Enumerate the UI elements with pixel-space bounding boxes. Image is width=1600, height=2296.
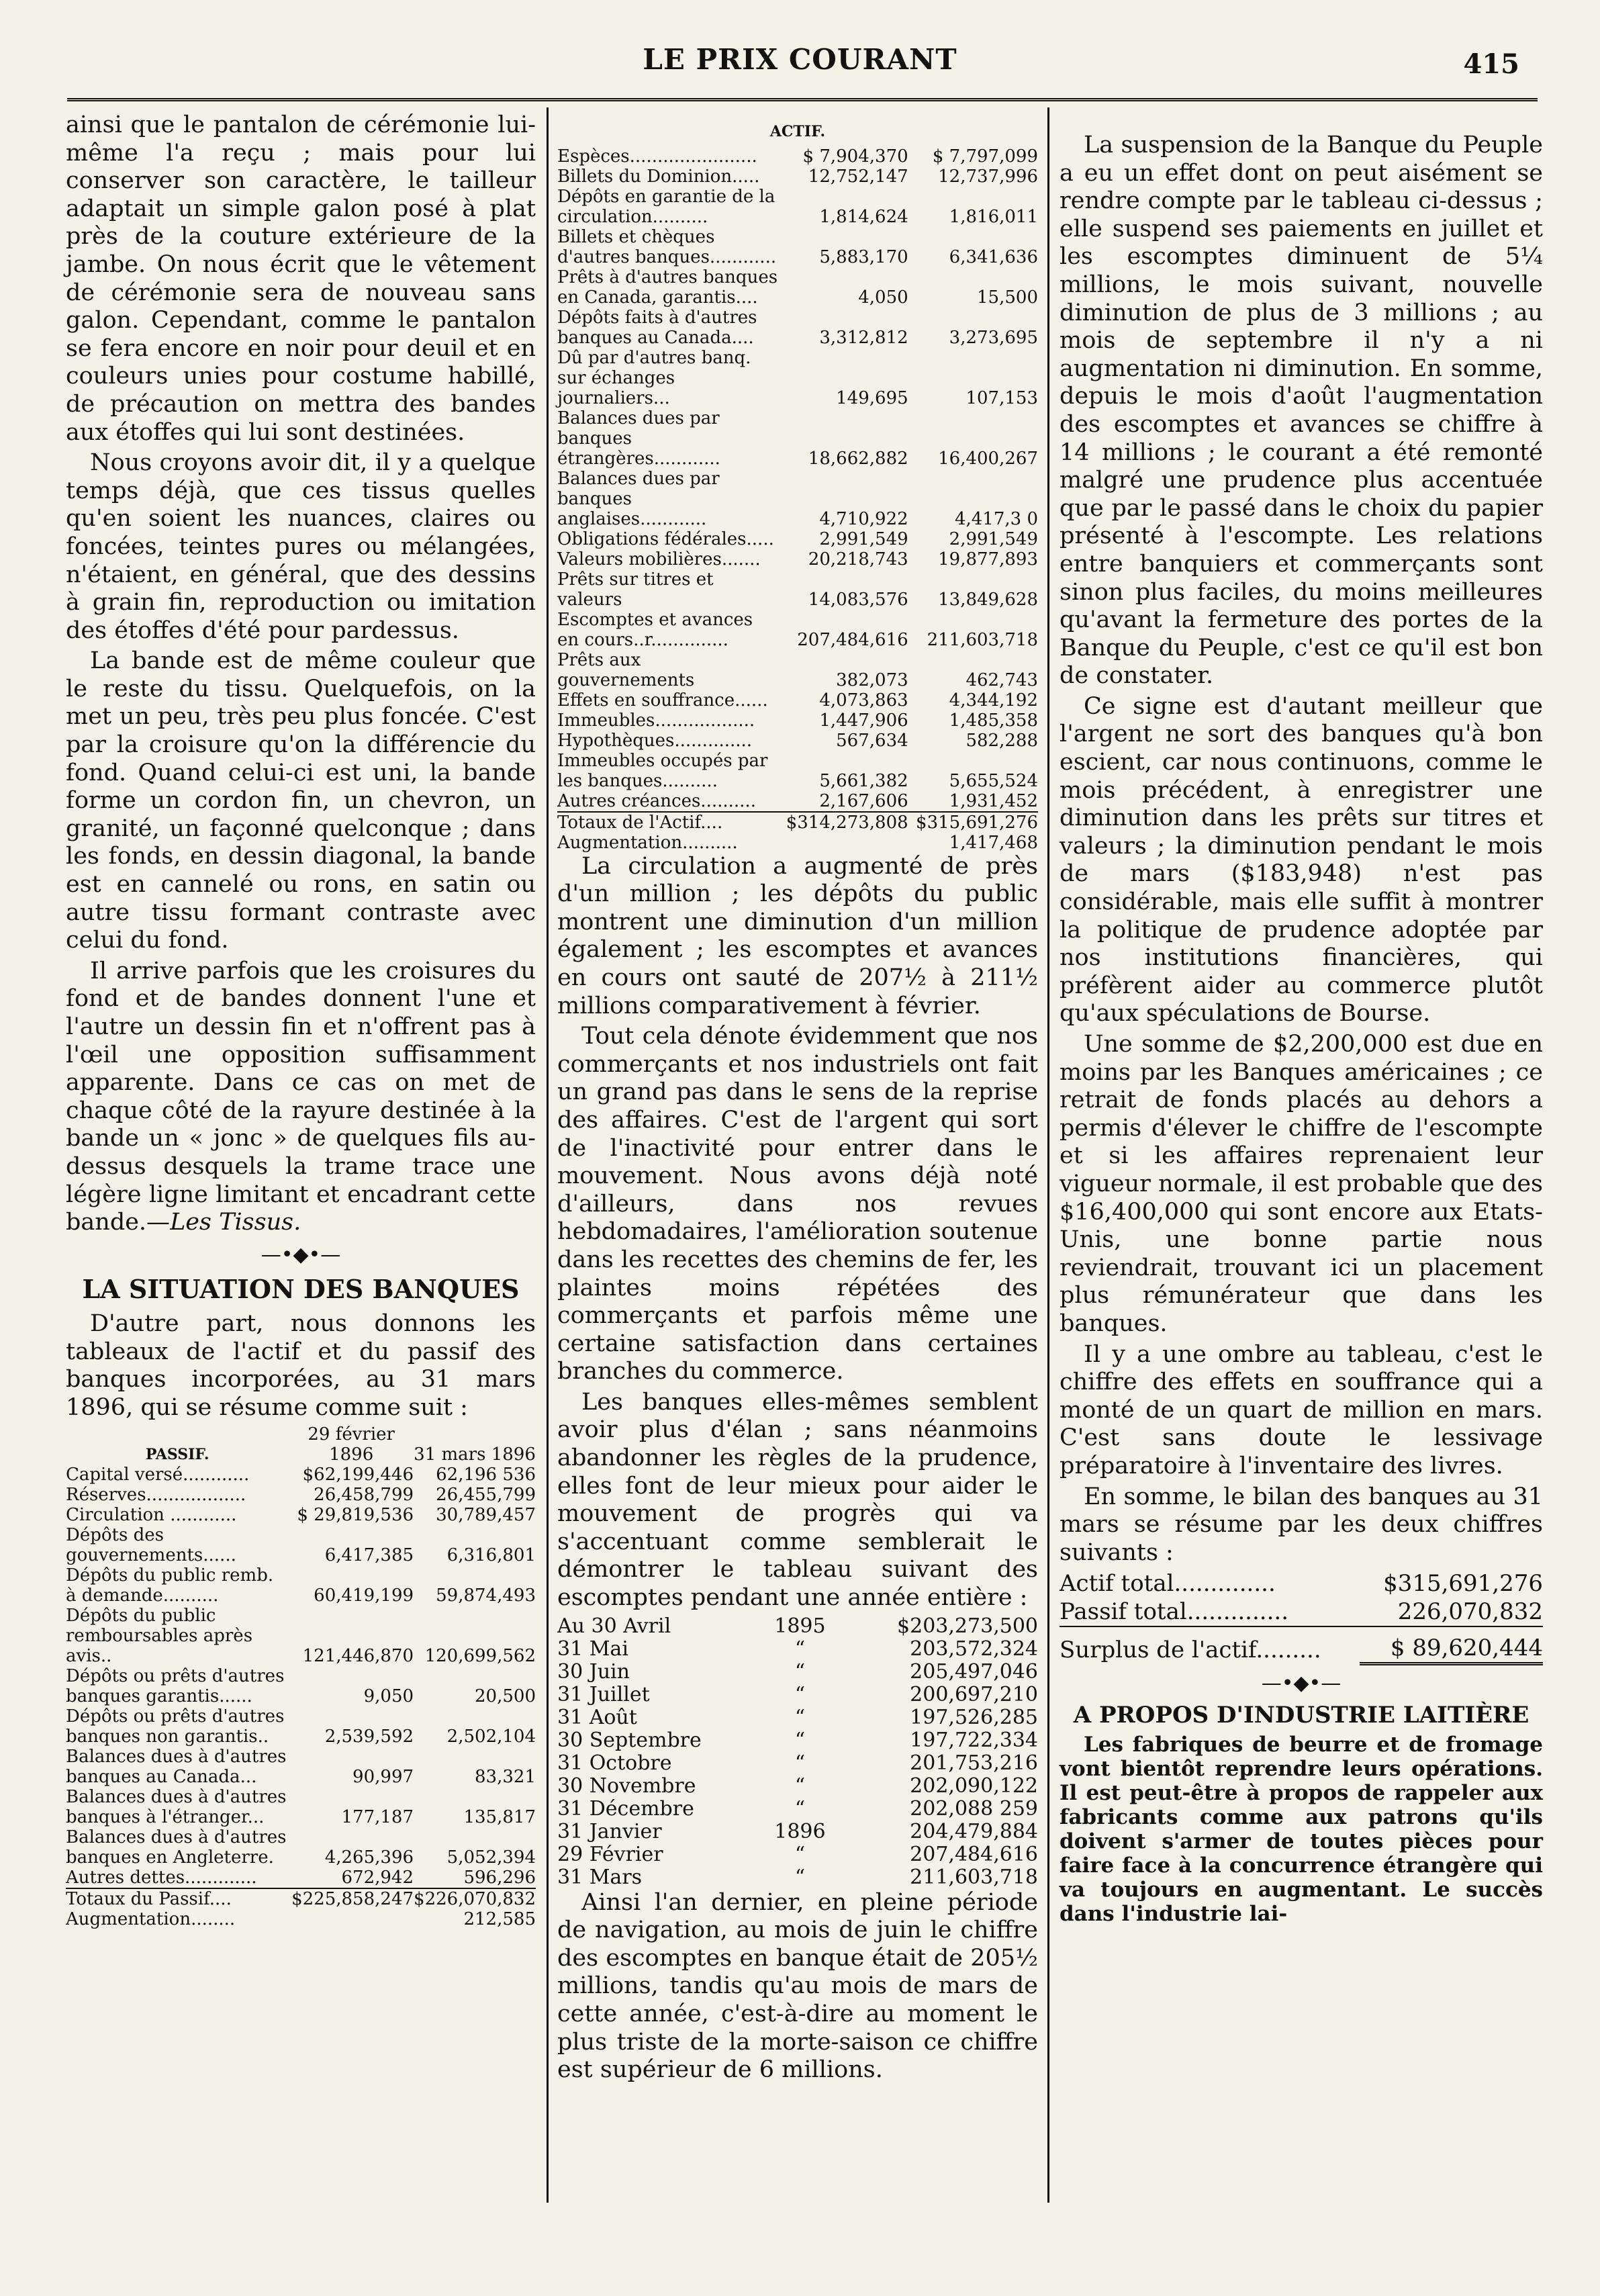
table-row bbox=[66, 1525, 536, 1565]
table-cell: $ 89,620,444 bbox=[1360, 1626, 1543, 1664]
table-cell: 20,500 bbox=[475, 1686, 536, 1707]
table-row bbox=[557, 1843, 1038, 1866]
table-cell: 226,070,832 bbox=[1397, 1598, 1543, 1626]
table-cell: 31 Mars bbox=[557, 1865, 643, 1889]
table-row bbox=[557, 690, 1038, 710]
table-cell: Surplus de l'actif......... bbox=[1060, 1636, 1321, 1663]
table-row bbox=[557, 187, 1038, 227]
table-row bbox=[557, 167, 1038, 187]
table-cell: Dû par d'autres banq. sur échanges journaliers... bbox=[557, 347, 751, 408]
paragraph: La suspension de la Banque du Peuple a eu un effet dont on peut aisément se rendre compte par le tableau ci-dessus ; elle suspend ses paiements en juillet et les escomptes diminuent de 5¼ millions, le mois suivant, nouvelle diminution de plus de 3 millions ; au mois de septembre il n'y a ni augmentation ni diminution. En somme, depuis le mois d'août l'augmentation des escomptes et avances se chiffre à 14 millions ; le courant a été remonté malgré une prudence plus accentuée que par le passé dans le choix du papier présenté à l'escompte. Les relations entre banquiers et commerçants sont sinon plus faciles, du moins meilleures qu'avant la fermeture des portes de la Banque du Peuple, c'est ce qu'il est bon de constater. bbox=[1060, 132, 1543, 690]
table-cell: $ 7,797,099 bbox=[932, 146, 1038, 167]
ornament-divider: —•◆•— bbox=[261, 1242, 341, 1267]
table-cell: 14,083,576 bbox=[808, 589, 908, 610]
table-row bbox=[66, 1787, 536, 1827]
table-cell: 30 Septembre bbox=[557, 1728, 702, 1752]
table-cell: 197,526,285 bbox=[910, 1705, 1038, 1729]
table-cell: Balances dues par banques anglaises............ bbox=[557, 468, 720, 529]
table-cell: 1895 bbox=[774, 1614, 826, 1638]
passif-table bbox=[66, 1424, 536, 1929]
table-row bbox=[1060, 1598, 1543, 1626]
table-row bbox=[66, 1666, 536, 1706]
table-cell: Billets du Dominion..... bbox=[557, 166, 760, 187]
table-cell: Augmentation........ bbox=[66, 1909, 236, 1930]
table-row bbox=[66, 1485, 536, 1505]
table-cell: 4,344,192 bbox=[949, 690, 1038, 710]
table-cell: “ bbox=[794, 1751, 806, 1775]
column-1 bbox=[66, 111, 536, 1929]
table-row bbox=[557, 549, 1038, 569]
table-cell: 2,167,606 bbox=[819, 790, 908, 811]
table-cell: Espèces....................... bbox=[557, 146, 757, 167]
table-cell: $62,199,446 bbox=[302, 1465, 414, 1485]
table-cell: 3,273,695 bbox=[949, 327, 1038, 348]
table-cell: 31 Mai bbox=[557, 1637, 628, 1661]
table-cell: Balances dues à d'autres banques à l'étranger... bbox=[66, 1787, 287, 1828]
table-row bbox=[557, 650, 1038, 690]
paragraph bbox=[66, 958, 536, 1237]
table-cell: 203,572,324 bbox=[910, 1637, 1038, 1661]
table-row bbox=[557, 146, 1038, 167]
table-cell: Circulation ............ bbox=[66, 1505, 237, 1526]
table-row bbox=[557, 751, 1038, 791]
table-cell: 211,603,718 bbox=[910, 1865, 1038, 1889]
table-cell: Dépôts des gouvernements...... bbox=[66, 1525, 236, 1566]
table-cell: 121,446,870 bbox=[302, 1646, 414, 1667]
table-cell: 30,789,457 bbox=[436, 1505, 536, 1526]
table-row bbox=[66, 1909, 536, 1929]
paragraph: Les fabriques de beurre et de fromage vont bientôt reprendre leurs opérations. Il est peut-être à propos de rappeler aux fabricants comme aux patrons qu'ils doivent s'armer de toutes pièces pour faire face à la concurrence étrangère qui va toujours en augmentant. Le succès dans l'industrie lai- bbox=[1060, 1732, 1543, 1926]
table-cell: $315,691,276 bbox=[916, 812, 1038, 833]
table-cell: 2,991,549 bbox=[819, 529, 908, 549]
table-cell: Totaux du Passif.... bbox=[66, 1889, 232, 1910]
table-cell: “ bbox=[794, 1865, 806, 1889]
table-cell: 16,400,267 bbox=[938, 448, 1038, 469]
header-rule bbox=[67, 98, 1538, 101]
paragraph: Les banques elles-mêmes semblent avoir plus d'élan ; sans néanmoins abandonner les règles de la prudence, elles font de leur mieux pour aider le mouvement de progrès qui va s'accentuant comme semblerait le démontrer le tableau suivant des escomptes pendant une année entière : bbox=[557, 1388, 1038, 1612]
table-cell: 12,737,996 bbox=[938, 166, 1038, 187]
table-row bbox=[557, 1661, 1038, 1684]
table-cell: 15,500 bbox=[977, 287, 1038, 308]
table-cell: 382,073 bbox=[836, 670, 908, 690]
table-row bbox=[66, 1606, 536, 1666]
table-cell: Dépôts du public remboursables après avis.. bbox=[66, 1606, 253, 1667]
paragraph: Ainsi l'an dernier, en pleine période de navigation, au mois de juin le chiffre des escomptes en banque était de 205½ millions, tandis qu'au mois de mars de cette année, c'est-à-dire au moment le plus triste de la morte-saison ce chiffre est supérieur de 6 millions. bbox=[557, 1888, 1038, 2084]
table-cell: 60,419,199 bbox=[314, 1586, 414, 1606]
table-row bbox=[557, 1638, 1038, 1661]
paragraph: Une somme de $2,200,000 est due en moins par les Banques américaines ; ce retrait de fonds placés au dehors a permis d'élever le chiffre de l'escompte et si les affaires reprenaient leur vigueur normale, il est probable que des $16,400,000 qui sont encore aux Etats-Unis, une bonne partie nous reviendrait, trouvant ici un placement plus rémunérateur que dans les banques. bbox=[1060, 1031, 1543, 1337]
paragraph: Ce signe est d'autant meilleur que l'argent ne sort des banques qu'à bon escient, car nous continuons, comme le mois précédent, à enregistrer une diminution dans les prêts sur titres et valeurs ; la diminution pendant le mois de mars ($183,948) n'est pas considérable, mais elle suffit à montrer la politique de prudence adoptée par nos institutions financières, qui préfèrent aider au commerce plutôt qu'aux spéculations de Bourse. bbox=[1060, 692, 1543, 1027]
table-cell: 135,817 bbox=[463, 1807, 536, 1828]
table-cell: 202,088 259 bbox=[910, 1796, 1038, 1821]
table-cell: 12,752,147 bbox=[808, 166, 908, 187]
table-cell: Hypothèques.............. bbox=[557, 730, 753, 751]
table-cell: 462,743 bbox=[966, 670, 1038, 690]
table-row bbox=[66, 1505, 536, 1525]
actif-table bbox=[557, 146, 1038, 853]
column-divider-1 bbox=[547, 107, 549, 2203]
table-cell: Immeubles occupés par les banques.......... bbox=[557, 750, 768, 791]
escomptes-table bbox=[557, 1615, 1038, 1889]
table-cell: Balances dues à d'autres banques en Angleterre. bbox=[66, 1827, 287, 1868]
table-cell: 2,502,104 bbox=[446, 1727, 536, 1747]
table-cell: 26,455,799 bbox=[436, 1485, 536, 1506]
table-cell: 30 Juin bbox=[557, 1659, 630, 1684]
table-cell: 197,722,334 bbox=[910, 1728, 1038, 1752]
table-row bbox=[66, 1868, 536, 1888]
table-cell bbox=[778, 833, 908, 853]
table-cell: 596,296 bbox=[463, 1868, 536, 1888]
table-cell: Dépôts ou prêts d'autres banques garantis...... bbox=[66, 1666, 285, 1707]
table-row bbox=[557, 1821, 1038, 1843]
table-cell: 204,479,884 bbox=[910, 1819, 1038, 1843]
table-cell: $203,273,500 bbox=[897, 1614, 1038, 1638]
table-cell: 30 Novembre bbox=[557, 1774, 696, 1798]
table-row bbox=[557, 833, 1038, 853]
table-cell: 1,417,468 bbox=[949, 832, 1038, 853]
table-cell: 1,447,906 bbox=[819, 710, 908, 731]
table-cell: 29 Février bbox=[557, 1842, 663, 1866]
section-title: LA SITUATION DES BANQUES bbox=[82, 1274, 520, 1305]
table-cell: “ bbox=[794, 1705, 806, 1729]
table-cell: “ bbox=[794, 1728, 806, 1752]
table-cell: 177,187 bbox=[341, 1807, 414, 1828]
table-cell: 1,931,452 bbox=[949, 790, 1038, 811]
table-cell: Escomptes et avances en cours..r.............. bbox=[557, 609, 753, 650]
source-credit: Les Tissus. bbox=[170, 1209, 301, 1236]
table-row bbox=[557, 227, 1038, 267]
table-row bbox=[557, 308, 1038, 348]
page-number: 415 bbox=[1463, 48, 1519, 80]
page-header-title: LE PRIX COURANT bbox=[643, 43, 957, 76]
table-header: PASSIF. bbox=[145, 1446, 209, 1464]
table-cell: Augmentation.......... bbox=[557, 832, 738, 853]
table-cell: $314,273,808 bbox=[786, 812, 908, 833]
table-row bbox=[66, 1747, 536, 1787]
table-cell: 1,814,624 bbox=[819, 206, 908, 227]
table-cell: 2,539,592 bbox=[324, 1727, 414, 1747]
table-cell: 26,458,799 bbox=[314, 1485, 414, 1506]
column-2 bbox=[557, 118, 1038, 2087]
table-cell: 672,942 bbox=[341, 1868, 414, 1888]
table-cell: “ bbox=[794, 1682, 806, 1706]
paragraph: Nous croyons avoir dit, il y a quelque temps déjà, que ces tissus quelles qu'en soient les nuances, claires ou foncées, teintes pures ou mélangées, n'étaient, en général, que des dessins à grain fin, reproduction ou imitation des étoffes d'été pour pardessus. bbox=[66, 449, 536, 644]
table-cell: Actif total.............. bbox=[1060, 1570, 1276, 1598]
table-total-row bbox=[557, 812, 1038, 833]
table-cell: 83,321 bbox=[475, 1767, 536, 1788]
paragraph: La circulation a augmenté de près d'un million ; les dépôts du public montrent une diminution d'un million également ; les escomptes et avances en cours ont sauté de 207½ à 211½ millions comparativement à février. bbox=[557, 852, 1038, 1019]
table-cell: 31 Août bbox=[557, 1705, 637, 1729]
table-cell: 9,050 bbox=[363, 1686, 414, 1707]
table-cell: $315,691,276 bbox=[1383, 1570, 1543, 1598]
table-cell: 5,052,394 bbox=[446, 1847, 536, 1868]
table-cell: Capital versé............ bbox=[66, 1465, 250, 1485]
table-row bbox=[557, 791, 1038, 812]
paragraph: Tout cela dénote évidemment que nos commerçants et nos industriels ont fait un grand pas dans le sens de la reprise des affaires. C'est de l'argent qui sort de l'inactivité pour entrer dans le mouvement. Nous avons déjà noté d'ailleurs, dans nos revues hebdomadaires, l'amélioration soutenue dans les recettes des chemins de fer, les plaintes moins répétées des commerçants et parfois même une certaine satisfaction dans certaines branches du commerce. bbox=[557, 1023, 1038, 1385]
table-total-row bbox=[1060, 1626, 1543, 1664]
table-cell: $226,070,832 bbox=[414, 1889, 536, 1910]
table-cell: 4,073,863 bbox=[819, 690, 908, 710]
table-cell: 19,877,893 bbox=[938, 549, 1038, 569]
table-cell: 31 Janvier bbox=[557, 1819, 662, 1843]
table-cell: Valeurs mobilières....... bbox=[557, 549, 761, 569]
table-row bbox=[557, 267, 1038, 308]
table-title: ACTIF. bbox=[769, 123, 826, 140]
table-cell: Prêts sur titres et valeurs bbox=[557, 569, 714, 610]
table-cell: $ 7,904,370 bbox=[802, 146, 908, 167]
table-cell: 582,288 bbox=[966, 730, 1038, 751]
table-cell: 149,695 bbox=[836, 387, 908, 408]
table-row bbox=[557, 529, 1038, 549]
table-cell: Prêts aux gouvernements bbox=[557, 649, 695, 690]
table-cell: Réserves.................. bbox=[66, 1485, 246, 1506]
table-cell: 120,699,562 bbox=[424, 1646, 536, 1667]
ornament-divider: —•◆•— bbox=[1261, 1671, 1342, 1696]
table-row bbox=[557, 1729, 1038, 1752]
table-row bbox=[557, 469, 1038, 529]
table-cell: 6,316,801 bbox=[446, 1545, 536, 1566]
table-cell: 5,661,382 bbox=[819, 770, 908, 791]
table-cell: $225,858,247 bbox=[291, 1889, 414, 1910]
table-cell: 59,874,493 bbox=[436, 1586, 536, 1606]
table-cell: 4,710,922 bbox=[819, 508, 908, 529]
paragraph: ainsi que le pantalon de cérémonie lui-même l'a reçu ; mais pour lui conserver son caractère, le tailleur adaptait un simple galon posé à plat près de la couture extérieure de la jambe. On nous écrit que le vêtement de cérémonie sera de nouveau sans galon. Cependant, comme le pantalon se fera encore en noir pour deuil et en couleurs unies pour costume habillé, de précaution on mettra des bandes aux étoffes qui lui sont destinées. bbox=[66, 111, 536, 446]
table-cell: Balances dues par banques étrangères............ bbox=[557, 408, 720, 469]
table-row bbox=[557, 731, 1038, 751]
table-row bbox=[557, 348, 1038, 408]
table-cell: $ 29,819,536 bbox=[297, 1505, 414, 1526]
table-header: 29 février 1896 bbox=[308, 1424, 395, 1465]
table-cell: 1,816,011 bbox=[949, 206, 1038, 227]
table-cell: 4,050 bbox=[858, 287, 908, 308]
table-cell: 205,497,046 bbox=[910, 1659, 1038, 1684]
table-row bbox=[66, 1465, 536, 1485]
table-cell: 202,090,122 bbox=[910, 1774, 1038, 1798]
table-cell: Dépôts du public remb. à demande.......... bbox=[66, 1565, 274, 1606]
table-cell: “ bbox=[794, 1659, 806, 1684]
table-cell: 6,341,636 bbox=[949, 246, 1038, 267]
table-cell: Billets et chèques d'autres banques............ bbox=[557, 226, 777, 267]
table-cell: Obligations fédérales..... bbox=[557, 529, 774, 549]
paragraph: Il y a une ombre au tableau, c'est le chiffre des effets en souffrance qui a monté de un quart de million en mars. C'est sans doute le lessivage préparatoire à l'inventaire des livres. bbox=[1060, 1340, 1543, 1479]
paragraph: D'autre part, nous donnons les tableaux de l'actif et du passif des banques incorporées, au 31 mars 1896, qui se résume comme suit : bbox=[66, 1310, 536, 1421]
table-cell: Dépôts faits à d'autres banques au Canada.... bbox=[557, 307, 757, 348]
table-row bbox=[557, 1684, 1038, 1706]
table-row bbox=[557, 1798, 1038, 1821]
paragraph: La bande est de même couleur que le reste du tissu. Quelquefois, on la met un peu, très peu plus foncée. C'est par la croisure qu'on la différencie du fond. Quand celui-ci est uni, la bande forme un cordon fin, un chevron, un granité, un façonné quelconque ; dans les fonds, en dessin diagonal, la bande est en cannelé ou rons, en satin ou autre tissu formant contraste avec celui du fond. bbox=[66, 647, 536, 954]
table-row bbox=[557, 1775, 1038, 1798]
table-row bbox=[557, 1866, 1038, 1889]
table-cell: 20,218,743 bbox=[808, 549, 908, 569]
table-cell: 207,484,616 bbox=[797, 629, 908, 650]
table-cell: “ bbox=[794, 1842, 806, 1866]
table-cell: 5,883,170 bbox=[819, 246, 908, 267]
table-cell: Effets en souffrance...... bbox=[557, 690, 768, 710]
summary-table bbox=[1060, 1569, 1543, 1665]
table-cell: 6,417,385 bbox=[324, 1545, 414, 1566]
table-cell: 31 Juillet bbox=[557, 1682, 650, 1706]
section-title: A PROPOS D'INDUSTRIE LAITIÈRE bbox=[1073, 1701, 1530, 1729]
table-total-row bbox=[66, 1888, 536, 1909]
table-row bbox=[66, 1827, 536, 1868]
table-row bbox=[557, 1752, 1038, 1775]
table-cell: 107,153 bbox=[966, 387, 1038, 408]
table-cell: Immeubles.................. bbox=[557, 710, 755, 731]
table-cell: 4,417,3 0 bbox=[954, 508, 1038, 529]
table-header-row bbox=[66, 1424, 536, 1465]
table-cell: “ bbox=[794, 1637, 806, 1661]
table-cell: 200,697,210 bbox=[910, 1682, 1038, 1706]
table-cell: 90,997 bbox=[352, 1767, 414, 1788]
paragraph: En somme, le bilan des banques au 31 mars se résume par les deux chiffres suivants : bbox=[1060, 1483, 1543, 1566]
table-cell: Dépôts ou prêts d'autres banques non garantis.. bbox=[66, 1706, 285, 1747]
table-cell: 212,585 bbox=[463, 1909, 536, 1930]
table-cell: 31 Décembre bbox=[557, 1796, 694, 1821]
table-row bbox=[557, 1615, 1038, 1638]
table-cell: 1896 bbox=[774, 1819, 826, 1843]
table-row bbox=[557, 1706, 1038, 1729]
table-cell: 31 Octobre bbox=[557, 1751, 672, 1775]
table-cell: Totaux de l'Actif.... bbox=[557, 812, 723, 833]
table-cell: Dépôts en garantie de la circulation.......... bbox=[557, 186, 775, 227]
table-cell: 207,484,616 bbox=[910, 1842, 1038, 1866]
table-row bbox=[1060, 1569, 1543, 1598]
table-cell: Autres créances.......... bbox=[557, 790, 756, 811]
table-row bbox=[557, 610, 1038, 650]
table-cell bbox=[289, 1909, 414, 1929]
table-cell: 62,196 536 bbox=[436, 1465, 536, 1485]
table-cell: Autres dettes............. bbox=[66, 1868, 257, 1888]
table-cell: 211,603,718 bbox=[927, 629, 1038, 650]
table-row bbox=[557, 710, 1038, 731]
table-row bbox=[66, 1565, 536, 1606]
table-row bbox=[557, 569, 1038, 610]
table-header: 31 mars 1896 bbox=[414, 1444, 536, 1465]
table-row bbox=[557, 408, 1038, 469]
table-cell: 201,753,216 bbox=[910, 1751, 1038, 1775]
table-cell: Balances dues à d'autres banques au Canada... bbox=[66, 1747, 287, 1788]
table-cell: “ bbox=[794, 1796, 806, 1821]
table-cell: 4,265,396 bbox=[324, 1847, 414, 1868]
table-cell: 5,655,524 bbox=[949, 770, 1038, 791]
table-cell: Au 30 Avril bbox=[557, 1614, 671, 1638]
column-divider-2 bbox=[1047, 107, 1049, 2203]
table-cell: Prêts à d'autres banques en Canada, garantis.... bbox=[557, 267, 778, 308]
table-cell: 1,485,358 bbox=[949, 710, 1038, 731]
table-cell: 18,662,882 bbox=[808, 448, 908, 469]
table-row bbox=[66, 1706, 536, 1747]
table-cell: 567,634 bbox=[836, 730, 908, 751]
table-cell: 3,312,812 bbox=[819, 327, 908, 348]
column-3 bbox=[1060, 132, 1543, 1929]
table-cell: Passif total.............. bbox=[1060, 1598, 1289, 1626]
table-cell: 13,849,628 bbox=[938, 589, 1038, 610]
table-cell: 2,991,549 bbox=[949, 529, 1038, 549]
table-cell: “ bbox=[794, 1774, 806, 1798]
paragraph-text: Il arrive parfois que les croisures du fond et de bandes donnent l'une et l'autre un dessin fin et n'offrent pas à l'œil une opposition suffisamment apparente. Dans ce cas on met de chaque côté de la rayure destinée à la bande un « jonc » de quelques fils au-dessus desquels la trame trace une légère ligne limitant et encadrant cette bande.— bbox=[66, 957, 536, 1236]
